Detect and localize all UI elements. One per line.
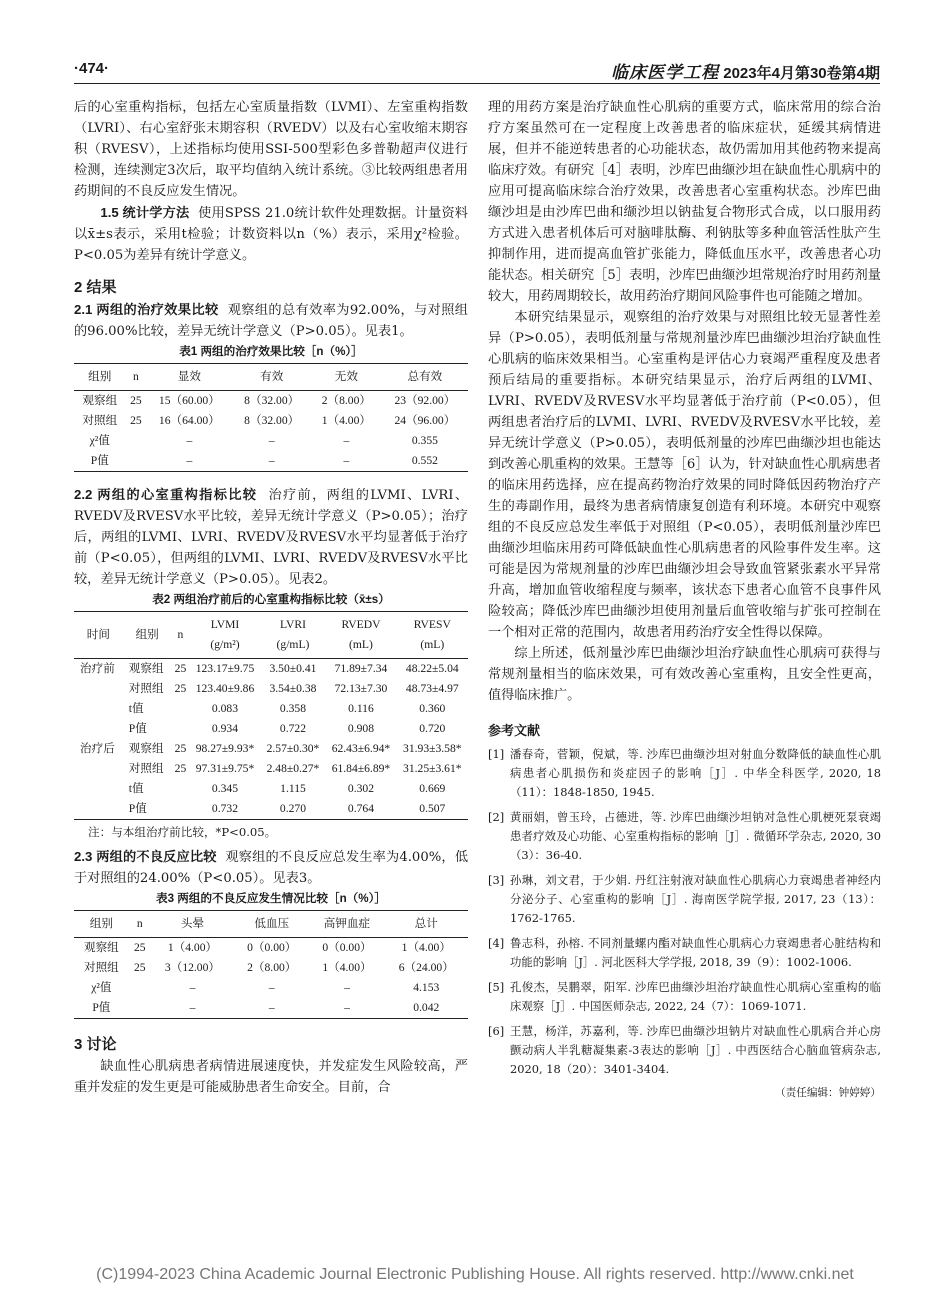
right-column [488, 97, 881, 1267]
conclusion-paragraph: 综上所述，低剂量沙库巴曲缬沙坦治疗缺血性心肌病可获得与常规剂量相当的临床效果，可有效改善心室重构，且安全性更高，值得临床推广。 [488, 646, 881, 703]
table-1-row [74, 431, 468, 451]
table-1-cell: – [343, 434, 350, 447]
table-2-header-cell [397, 612, 468, 659]
table-2-cell [74, 779, 123, 799]
table-1-cell: 8（32.00） [244, 414, 300, 427]
table-3-cell: – [344, 981, 350, 994]
table-2-cell: 123.17±9.75 [195, 662, 255, 675]
table-2-cell: 3.54±0.38 [269, 682, 317, 695]
results-2-1-paragraph [74, 299, 468, 342]
table-2-header-label: 组别 [135, 628, 159, 641]
table-3-cell [129, 998, 151, 1019]
table-3-cell: 0（0.00） [322, 941, 372, 954]
section-2-3-text: 观察组的不良反应总发生率为4.00%，低于对照组的24.00%（P<0.05）。见表3。 [74, 850, 468, 886]
table-2-header-unit: (g/m²) [210, 638, 240, 651]
table-2-cell: 观察组 [128, 662, 164, 675]
table-2-cell: 25 [174, 662, 187, 675]
table-2-cell: 25 [174, 762, 187, 775]
table-3-header-cell: 总计 [385, 911, 468, 938]
table-2-cell: 观察组 [128, 742, 164, 755]
table-2-cell: 0.669 [419, 782, 446, 795]
table-2-cell [74, 679, 123, 699]
reference-number: [3] [488, 873, 505, 887]
table-3-cell: 对照组 [83, 961, 119, 974]
table-1-row [74, 391, 468, 412]
table-3 [74, 910, 468, 1019]
results-2-2-paragraph [74, 484, 468, 590]
table-1-cell: 对照组 [82, 414, 118, 427]
table-3-header-cell: 高钾血症 [309, 911, 384, 938]
table-2-cell: 97.31±9.75* [195, 762, 255, 775]
table-1-cell: – [186, 454, 193, 467]
table-2-cell: 0.908 [347, 722, 374, 735]
table-2-cell [74, 719, 123, 739]
table-3-cell: 1（4.00） [401, 941, 451, 954]
methods-paragraph: 后的心室重构指标，包括左心室质量指数（LVMI）、左室重构指数（LVRI）、右心室舒张末期容积（RVEDV）以及右心室收缩末期容积（RVESV），上述指标均使用SSI-500型彩色多普勒超声仪进行检测，连续测定3次后，取平均值纳入统计系统。③比较两组患者用药期间的不良反应发生情况。 [74, 100, 468, 199]
table-3-cell: 1（4.00） [322, 961, 372, 974]
copyright-footer: (C)1994-2023 China Academic Journal Electronic Publishing House. All rights reserved. http://www.cnki.net [96, 1266, 854, 1283]
table-2-row [74, 739, 468, 759]
table-2-cell [74, 699, 123, 719]
table-2-cell: 71.89±7.34 [334, 662, 388, 675]
table-1-header-cell: 组别 [74, 364, 126, 391]
table-2-header-unit: (mL) [349, 638, 373, 651]
results-2-3-paragraph [74, 846, 468, 889]
reference-number: [4] [488, 936, 505, 950]
table-2-cell: 98.27±9.93* [195, 742, 255, 755]
section-2-1-title: 2.1 两组的治疗效果比较 [74, 302, 219, 317]
table-2-cell: 31.93±3.58* [403, 742, 462, 755]
table-1-cell [126, 431, 147, 451]
table-3-header-cell: n [129, 911, 151, 938]
table-2-header-label: LVRI [279, 618, 306, 631]
table-1-cell: – [343, 454, 350, 467]
table-2-header-unit: (mL) [420, 638, 445, 651]
reference-number: [1] [488, 747, 505, 761]
table-2-cell: 0.934 [211, 722, 239, 735]
reference-text: 黄丽娟，曾玉玲，占德进，等. 沙库巴曲缬沙坦钠对急性心肌梗死泵衰竭患者疗效及心功能、心室重构指标的影响［J］. 微循环学杂志, 2020, 30（3）：36-40. [510, 810, 881, 862]
table-2-cell: 2.57±0.30* [266, 742, 320, 755]
table-3-header-cell: 头晕 [151, 911, 234, 938]
table-2-note: 注：与本组治疗前比较，*P<0.05。 [88, 825, 277, 839]
table-1-header-cell: 无效 [311, 364, 382, 391]
table-2-cell: 0.345 [211, 782, 239, 795]
table-2-cell: 0.358 [279, 702, 307, 715]
running-header [74, 56, 880, 84]
table-1-cell: 1（4.00） [321, 414, 371, 427]
section-2-2-title: 2.2 两组的心室重构指标比较 [74, 487, 258, 502]
table-1-cell: 0.552 [411, 454, 438, 467]
table-2-row [74, 699, 468, 719]
table-2-row [74, 679, 468, 699]
reference-item [488, 978, 881, 1016]
journal-issue: 2023年4月第30卷第4期 [723, 65, 880, 82]
table-2-cell: 48.73±4.97 [405, 682, 459, 695]
table-2-cell: 2.48±0.27* [266, 762, 320, 775]
table-2-cell: 61.84±6.89* [331, 762, 391, 775]
table-2-cell: 48.22±5.04 [405, 662, 459, 675]
table-1-row [74, 411, 468, 431]
reference-item [488, 934, 881, 972]
reference-number: [5] [488, 980, 505, 994]
table-1-cell: P值 [90, 454, 109, 467]
table-2-cell [172, 699, 190, 719]
table-2-header-cell [189, 612, 260, 659]
table-3-cell: 25 [133, 941, 146, 954]
table-1-header-cell: 有效 [232, 364, 311, 391]
table-2-cell [172, 799, 190, 820]
section-2-1-text: 观察组的总有效率为92.00%，与对照组的96.00%比较，差异无统计学意义（P>0.05）。见表1。 [74, 303, 468, 339]
table-2-cell: 1.115 [280, 782, 306, 795]
stat-methods-paragraph [74, 202, 468, 266]
table-2-row [74, 779, 468, 799]
table-3-header-cell: 组别 [74, 911, 129, 938]
table-2-header-label: RVEDV [341, 618, 381, 631]
table-3-cell: 0.042 [413, 1001, 440, 1014]
table-1-cell: 25 [130, 414, 142, 427]
table-2-row [74, 759, 468, 779]
table-2-cell: P值 [128, 802, 147, 815]
table-2-cell: 0.507 [419, 802, 446, 815]
table-1-cell: χ²值 [89, 434, 110, 447]
table-1-header-cell: n [126, 364, 147, 391]
table-2-header-label: 时间 [86, 628, 110, 641]
table-2-cell: 62.43±6.94* [331, 742, 391, 755]
table-1-cell: – [268, 454, 275, 467]
section-3-heading: 3 讨论 [74, 1036, 117, 1053]
table-2-cell: 治疗后 [80, 742, 115, 755]
reference-text: 孙琳，刘文君，于少娟. 丹红注射液对缺血性心肌病心力衰竭患者神经内分泌分子、心室重构的影响［J］. 海南医学院学报, 2017, 23（13）：1762-1765. [510, 873, 881, 925]
table-2-cell: 25 [174, 682, 187, 695]
table-2-cell: 0.732 [211, 802, 239, 815]
table-1-cell: 24（96.00） [394, 414, 456, 427]
table-1-caption: 表1 两组的治疗效果比较［n（%）］ [179, 345, 363, 358]
table-3-cell: 1（4.00） [167, 941, 218, 954]
table-2-row [74, 799, 468, 820]
table-1-header-cell: 总有效 [382, 364, 468, 391]
table-2-cell: 0.116 [348, 702, 374, 715]
table-1-cell: 25 [130, 394, 142, 407]
reference-item [488, 808, 881, 865]
table-1-cell: – [268, 434, 275, 447]
table-3-cell: 2（8.00） [247, 961, 297, 974]
page-number: ·474· [74, 60, 110, 77]
section-1-5-title: 1.5 统计学方法 [100, 205, 190, 220]
table-2-cell: 对照组 [128, 762, 164, 775]
table-1-cell: 观察组 [82, 394, 118, 407]
table-2-header-label: RVESV [413, 618, 451, 631]
reference-number: [2] [488, 810, 505, 824]
section-2-heading: 2 结果 [74, 279, 117, 296]
reference-text: 孔俊杰，吴鹏翠，阳军. 沙库巴曲缬沙坦治疗缺血性心肌病心室重构的临床观察［J］. 中国医师杂志, 2022, 24（7）：1069-1071. [510, 980, 881, 1013]
section-2-3-title: 2.3 两组的不良反应比较 [74, 849, 217, 864]
table-2-cell: 31.25±3.61* [403, 762, 462, 775]
table-1-cell: – [186, 434, 193, 447]
table-3-cell: – [189, 981, 196, 994]
section-2-2-text: 治疗前，两组的LVMI、LVRI、RVEDV及RVESV水平比较，差异无统计学意义（P>0.05）；治疗后，两组的LVMI、LVRI、RVEDV及RVESV水平均显著低于治疗前（P<0.05），但两组的LVMI、LVRI、RVEDV及RVESV水平比较，差异无统计学意义（P>0.05）。见表2。 [74, 488, 468, 587]
table-2-header-label: LVMI [210, 618, 240, 631]
table-3-cell: 0（0.00） [247, 941, 297, 954]
table-3-caption: 表3 两组的不良反应发生情况比较［n（%）］ [156, 892, 386, 905]
table-3-cell: 6（24.00） [398, 961, 454, 974]
reference-text: 鲁志科，孙榕. 不同剂量螺内酯对缺血性心肌病心力衰竭患者心脏结构和功能的影响［J］. 河北医科大学学报, 2018, 39（9）：1002-1006. [510, 936, 881, 969]
table-2-cell: 治疗前 [80, 662, 115, 675]
table-2-header-cell [123, 612, 172, 659]
table-2-cell: 0.083 [211, 702, 239, 715]
reference-list [488, 745, 881, 1079]
discussion-paragraph-2: 理的用药方案是治疗缺血性心肌病的重要方式，临床常用的综合治疗方案虽然可在一定程度上改善患者的临床症状，延缓其病情进展，但并不能逆转患者的心功能状态，故仍需加用其他药物来提高临床疗效。有研究［4］表明，沙库巴曲缬沙坦在缺血性心肌病中的应用可提高临床综合治疗效果，改善患者心室重构状态。沙库巴曲缬沙坦是由沙库巴曲和缬沙坦以钠盐复合物形式合成，以口服用药方式进入患者机体后可对脑啡肽酶、利钠肽等多种血管活性肽产生抑制作用，进而提高血管扩张能力，降低血压水平，改善患者心功能状态。相关研究［5］表明，沙库巴曲缬沙坦常规治疗时用药剂量较大，用药周期较长，故用药治疗期间风险事件也可能随之增加。 [488, 100, 881, 304]
table-2-cell: 3.50±0.41 [269, 662, 317, 675]
table-2-header-cell [172, 612, 190, 659]
table-1-cell: 16（64.00） [158, 414, 220, 427]
responsible-editor: （责任编辑：钟婷婷） [775, 1087, 881, 1099]
table-3-cell: – [268, 1001, 275, 1014]
table-2-cell: 0.270 [279, 802, 307, 815]
table-2-cell: t值 [128, 782, 144, 795]
table-3-cell: – [344, 1001, 350, 1014]
table-2-header-cell [74, 612, 123, 659]
table-1-cell [126, 451, 147, 472]
table-2-cell: 0.764 [347, 802, 374, 815]
table-2-header-cell [325, 612, 396, 659]
table-2-cell: 对照组 [128, 682, 164, 695]
table-2-cell [74, 799, 123, 820]
reference-item [488, 1022, 881, 1079]
table-1-cell: 8（32.00） [244, 394, 300, 407]
table-2-row [74, 659, 468, 680]
table-3-cell: 4.153 [413, 981, 440, 994]
table-2-cell: 0.302 [347, 782, 374, 795]
table-2-caption: 表2 两组治疗前后的心室重构指标比较（x̄±s） [152, 593, 390, 606]
table-3-cell: 观察组 [83, 941, 119, 954]
reference-item [488, 745, 881, 802]
left-column [74, 97, 468, 1267]
table-2-header-cell [261, 612, 326, 659]
table-3-cell: 25 [133, 961, 146, 974]
reference-text: 王慧，杨洋，苏嘉利，等. 沙库巴曲缬沙坦钠片对缺血性心肌病合并心房颤动病人半乳糖凝集素-3表达的影响［J］. 中西医结合心脑血管病杂志, 2020, 18（20）：3401-3404. [510, 1024, 881, 1076]
table-2-cell: 0.720 [419, 722, 446, 735]
reference-text: 潘春奇，菅颖，倪斌，等. 沙库巴曲缬沙坦对射血分数降低的缺血性心肌病患者心肌损伤和炎症因子的影响［J］. 中华全科医学, 2020, 18（11）：1848-1850, 1945. [510, 747, 881, 799]
table-3-row [74, 958, 468, 978]
reference-item [488, 871, 881, 928]
discussion-paragraph-3: 本研究结果显示，观察组的治疗效果与对照组比较无显著性差异（P>0.05），表明低剂量与常规剂量沙库巴曲缬沙坦治疗缺血性心肌病的临床效果相当。心室重构是评估心力衰竭严重程度及患者预后结局的重要指标。本研究结果显示，治疗后两组的LVMI、LVRI、RVEDV及RVESV水平均显著低于治疗前（P<0.05），但两组患者治疗后的LVMI、LVRI、RVEDV及RVESV水平比较，差异无统计学意义（P>0.05），表明低剂量的沙库巴曲缬沙坦也能达到改善心肌重构的效果。王慧等［6］认为，针对缺血性心肌病患者的临床用药选择，应在提高药物治疗效果的同时降低因药物治疗产生的毒副作用，最终为患者病情康复创造有利环境。本研究中观察组的不良反应总发生率低于对照组（P<0.05），表明低剂量沙库巴曲缬沙坦临床用药可降低缺血性心肌病患者的风险事件发生率。这可能是因为常规剂量的沙库巴曲缬沙坦会导致血管紧张素水平异常升高，增加血管收缩程度与频率，该状态下患者心血管不良事件风险较高；降低沙库巴曲缬沙坦使用剂量后血管收缩与扩张可控制在一个相对正常的范围内，故患者用药治疗安全性得以保障。 [488, 310, 881, 640]
table-2-cell: t值 [128, 702, 144, 715]
discussion-paragraph-1: 缺血性心肌病患者病情进展速度快，并发症发生风险较高，严重并发症的发生更是可能威胁患者生命安全。目前，合 [74, 1059, 468, 1095]
table-3-cell: – [268, 981, 275, 994]
table-3-cell: – [189, 1001, 196, 1014]
table-2-cell: 25 [174, 742, 187, 755]
table-2-cell [172, 779, 190, 799]
section-1-5-text: 使用SPSS 21.0统计软件处理数据。计量资料以x̄±s表示，采用t检验；计数资料以n（%）表示，采用χ²检验。P<0.05为差异有统计学意义。 [74, 206, 468, 263]
table-2-header-unit: (g/mL) [276, 638, 310, 651]
table-3-cell: 3（12.00） [164, 961, 220, 974]
table-2-cell [74, 759, 123, 779]
table-2 [74, 611, 468, 820]
table-1-cell: 23（92.00） [394, 394, 456, 407]
table-1-cell: 15（60.00） [158, 394, 220, 407]
table-3-row [74, 978, 468, 998]
journal-name: 临床医学工程 [611, 63, 720, 82]
table-3-row [74, 938, 468, 959]
table-1-cell: 0.355 [411, 434, 438, 447]
journal-info [611, 58, 880, 83]
table-3-header-cell: 低血压 [234, 911, 309, 938]
table-1-header-cell: 显效 [146, 364, 232, 391]
table-2-cell: 72.13±7.30 [334, 682, 388, 695]
table-2-cell: 0.360 [419, 702, 446, 715]
table-2-cell: P值 [128, 722, 147, 735]
references-heading: 参考文献 [488, 723, 541, 738]
table-1 [74, 363, 468, 472]
table-1-row [74, 451, 468, 472]
table-2-cell: 0.722 [279, 722, 307, 735]
table-1-cell: 2（8.00） [321, 394, 371, 407]
reference-number: [6] [488, 1024, 505, 1038]
table-3-row [74, 998, 468, 1019]
table-2-header-label: n [177, 628, 184, 641]
table-2-cell [172, 719, 190, 739]
table-3-cell: P值 [92, 1001, 111, 1014]
table-3-cell [129, 978, 151, 998]
table-2-row [74, 719, 468, 739]
table-3-cell: χ²值 [91, 981, 112, 994]
table-2-cell: 123.40±9.86 [195, 682, 255, 695]
